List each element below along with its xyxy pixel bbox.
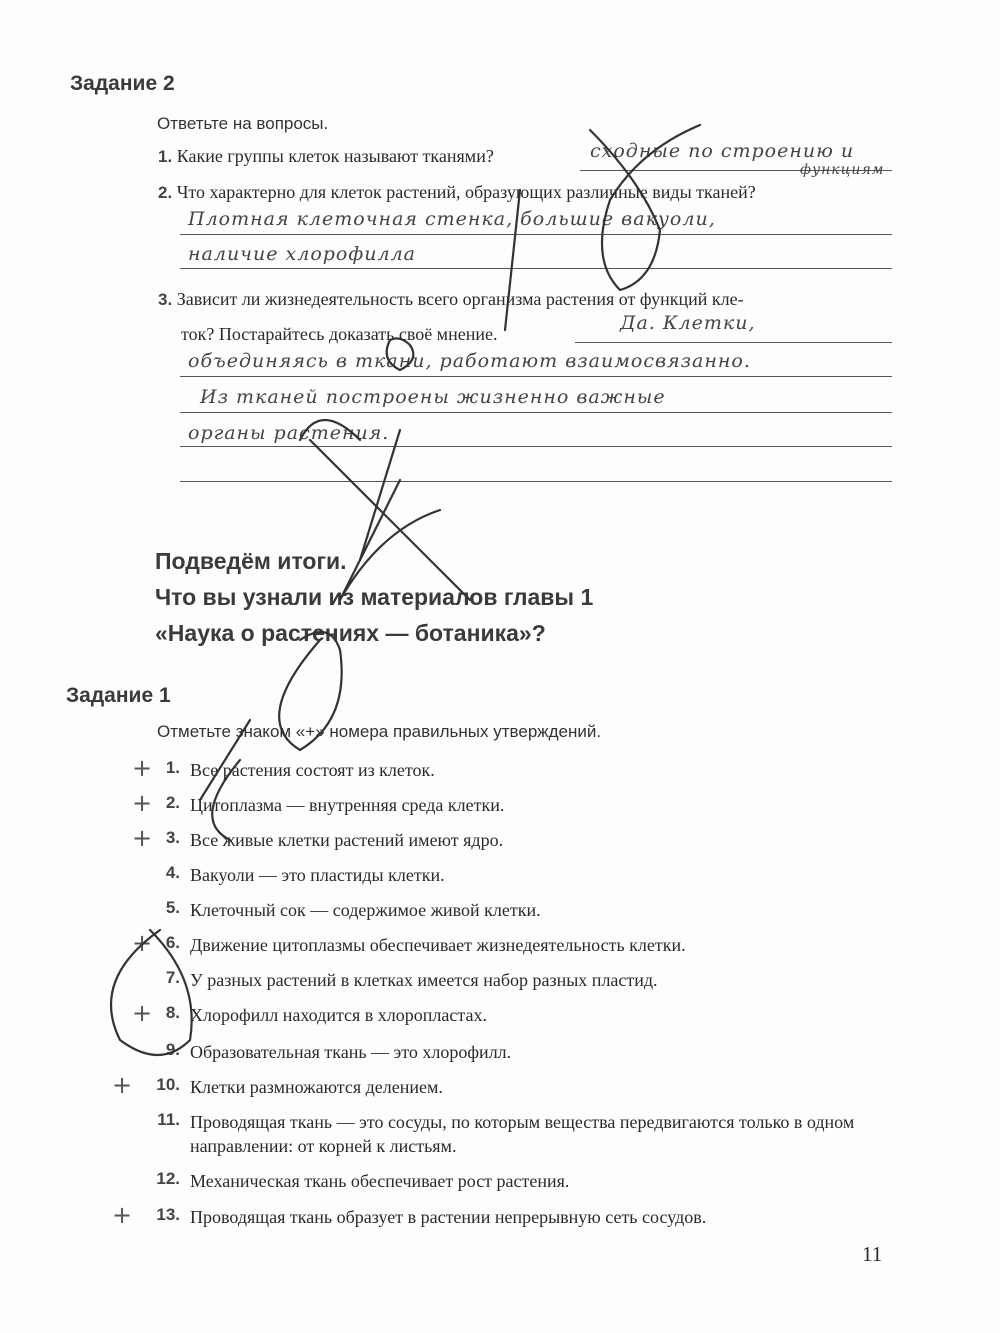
question-2: [158, 182, 756, 203]
question-3: [158, 289, 744, 310]
plus-mark: +: [132, 929, 153, 957]
statement-text: Все растения состоят из клеток.: [190, 760, 435, 780]
statement-number: 2.: [165, 793, 180, 812]
statement-number: 1.: [165, 758, 180, 777]
statement-number: 12.: [156, 1169, 180, 1188]
question-text: Зависит ли жизнедеятельность всего организма растения от функций кле-: [176, 289, 744, 309]
statement-text: Хлорофилл находится в хлоропластах.: [190, 1005, 487, 1025]
statement-number: 9.: [165, 1040, 180, 1059]
plus-mark: +: [132, 789, 153, 817]
statement-text: Клеточный сок — содержимое живой клетки.: [190, 900, 541, 920]
handwritten-answer: объединяясь в ткани, работают взаимосвязанно.: [188, 350, 751, 372]
statement-text: Образовательная ткань — это хлорофилл.: [190, 1042, 512, 1062]
statement-text: У разных растений в клетках имеется набор разных пластид.: [190, 970, 658, 990]
page-number: 11: [862, 1242, 883, 1266]
summary-line: Подведём итоги.: [155, 548, 347, 574]
plus-mark: +: [132, 824, 153, 852]
question-1: [158, 146, 494, 167]
statement-number: 8.: [165, 1003, 180, 1022]
handwritten-answer: органы растения.: [188, 422, 390, 444]
statement-number: 5.: [165, 898, 180, 917]
handwritten-answer: Да. Клетки,: [620, 312, 756, 334]
scribble-stroke: [360, 430, 400, 560]
statement-number: 4.: [165, 863, 180, 882]
question-number: 3.: [158, 290, 173, 309]
plus-mark: +: [132, 754, 153, 782]
statement-number: 13.: [156, 1205, 180, 1224]
question-number: 1.: [158, 147, 173, 166]
answer-line: [180, 446, 892, 447]
plus-mark: +: [112, 1071, 133, 1099]
statement-text: Движение цитоплазмы обеспечивает жизнедеятельность клетки.: [190, 935, 686, 955]
handwritten-answer: Плотная клеточная стенка, большие вакуоли,: [188, 208, 716, 230]
task2-instruction: Ответьте на вопросы.: [157, 114, 329, 133]
question-text: Что характерно для клеток растений, образующих различные виды тканей?: [176, 182, 756, 202]
answer-line: [180, 234, 892, 235]
statement-text: Проводящая ткань — это сосуды, по которым вещества передвигаются только в одном направлении: от корней к листьям.: [190, 1112, 855, 1156]
statement-text: Проводящая ткань образует в растении непрерывную сеть сосудов.: [190, 1207, 707, 1227]
question-text: Какие группы клеток называют тканями?: [176, 146, 494, 166]
task2-title: Задание 2: [70, 72, 175, 95]
answer-line: [180, 412, 892, 413]
statement-text: Клетки размножаются делением.: [190, 1077, 443, 1097]
answer-line: [180, 376, 892, 377]
summary-line: «Наука о растениях — ботаника»?: [155, 620, 546, 646]
statement-text: Вакуоли — это пластиды клетки.: [190, 865, 445, 885]
summary-line: Что вы узнали из материалов главы 1: [155, 584, 594, 610]
answer-line: [180, 481, 892, 482]
statement-text: Все живые клетки растений имеют ядро.: [190, 830, 504, 850]
summary-heading: [155, 543, 593, 651]
statement-number: 6.: [165, 933, 180, 952]
handwritten-answer: наличие хлорофилла: [188, 243, 417, 265]
answer-line: [575, 342, 892, 343]
statement-number: 10.: [156, 1075, 180, 1094]
statement-number: 7.: [165, 968, 180, 987]
statement-number: 3.: [165, 828, 180, 847]
task1-title: Задание 1: [66, 684, 171, 707]
answer-line: [180, 268, 892, 269]
plus-mark: +: [112, 1201, 133, 1229]
handwritten-answer: функциям: [800, 162, 885, 178]
statement-number: 11.: [157, 1110, 180, 1129]
question-number: 2.: [158, 183, 173, 202]
question-3-cont: ток? Постарайтесь доказать своё мнение.: [181, 324, 498, 344]
handwritten-answer: Из тканей построены жизненно важные: [200, 386, 666, 408]
handwritten-answer: сходные по строению и: [590, 140, 855, 162]
task1-instruction: Отметьте знаком «+» номера правильных утверждений.: [157, 722, 602, 741]
statement-text: Механическая ткань обеспечивает рост растения.: [190, 1171, 570, 1191]
statement-text: Цитоплазма — внутренняя среда клетки.: [190, 795, 505, 815]
plus-mark: +: [132, 999, 153, 1027]
